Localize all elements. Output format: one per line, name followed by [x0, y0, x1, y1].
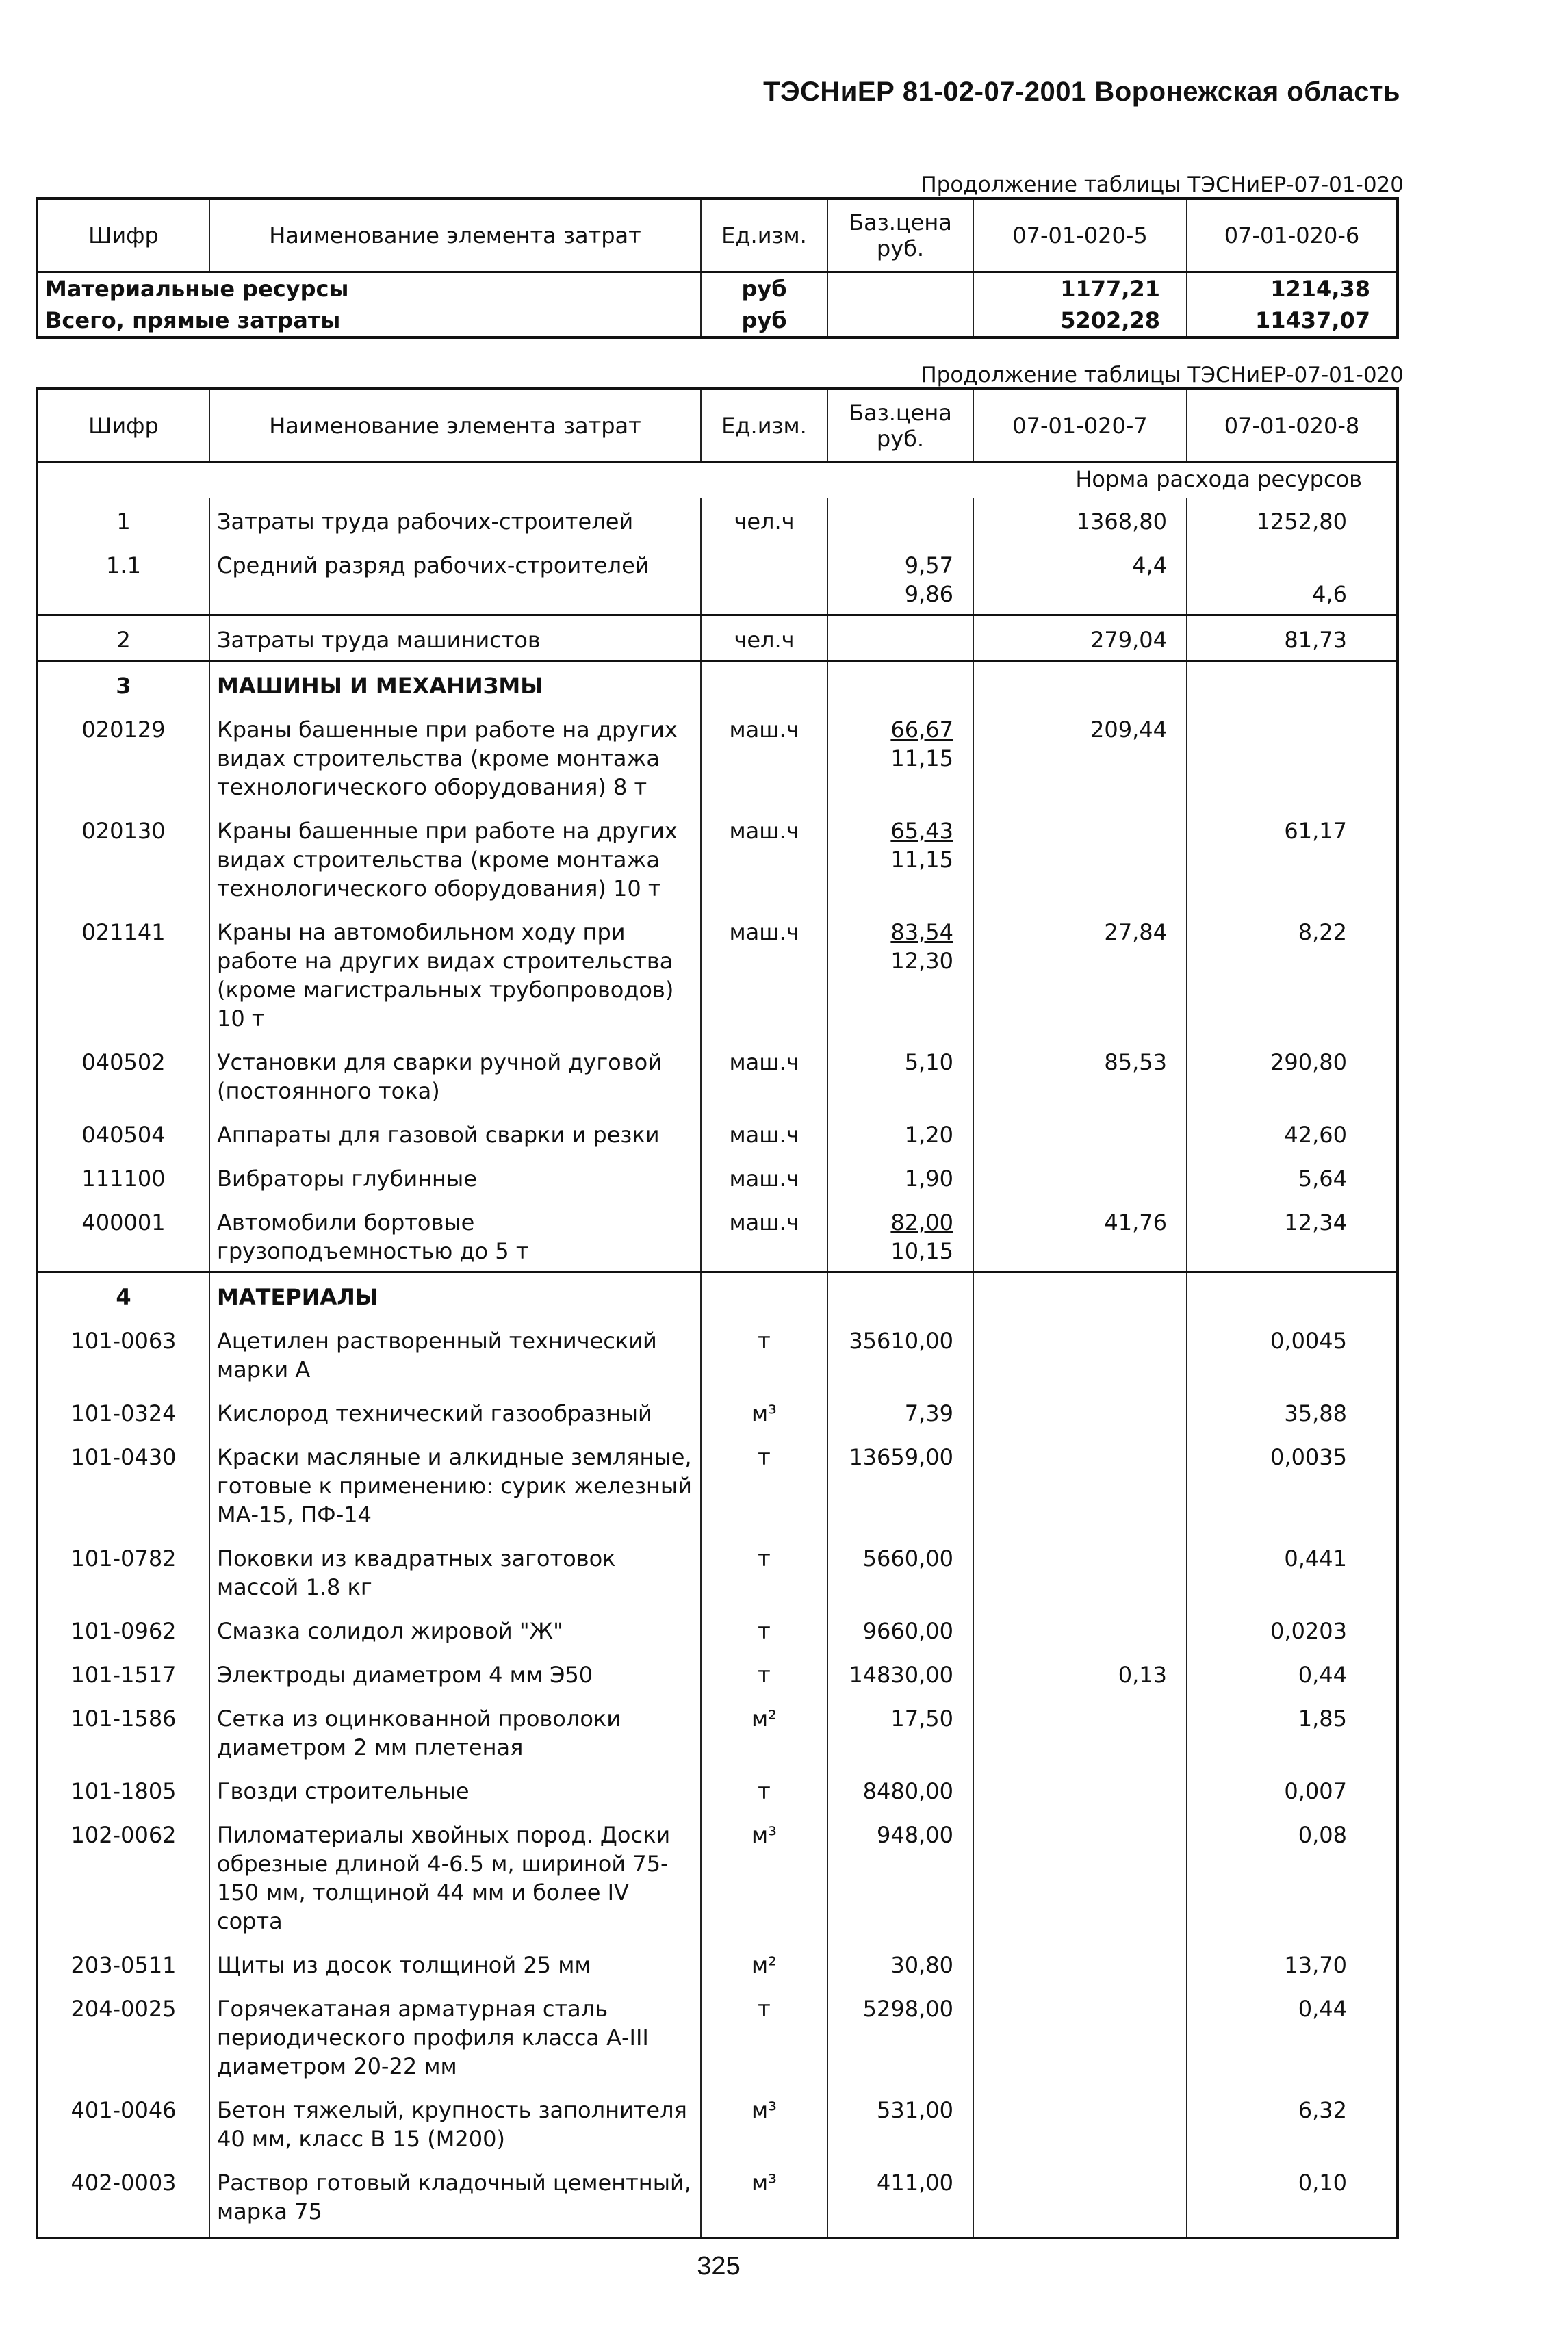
- col-header-07-01-020-5: 07-01-020-5: [973, 198, 1187, 272]
- table-row: [37, 1535, 1398, 1607]
- row-name: Поковки из квадратных заготовок массой 1.8 кг: [209, 1535, 701, 1607]
- row-price: [827, 2159, 973, 2238]
- row-value-8: 0,0045: [1187, 1317, 1398, 1389]
- price-value-secondary: 12,30: [890, 948, 953, 974]
- document-header: ТЭСНиЕР 81-02-07-2001 Воронежская область: [763, 77, 1400, 107]
- row-unit: м³: [701, 2086, 827, 2159]
- row-code: 101-1805: [37, 1767, 209, 1811]
- row-value-7: [973, 2159, 1187, 2238]
- row-value-7: 4,4: [973, 541, 1187, 615]
- row-value-7: [973, 1155, 1187, 1198]
- row-unit: м²: [701, 1941, 827, 1985]
- row-code: 040502: [37, 1038, 209, 1111]
- row-price: [827, 1607, 973, 1651]
- row-unit: м³: [701, 1389, 827, 1433]
- price-value-secondary: 9,86: [904, 581, 953, 607]
- col-header-07-01-020-6: 07-01-020-6: [1187, 198, 1398, 272]
- row-code: 402-0003: [37, 2159, 209, 2238]
- row-value-7: [973, 1111, 1187, 1155]
- row-name: Краны башенные при работе на других видах строительства (кроме монтажа технологического оборудования) 10 т: [209, 807, 701, 908]
- row-value-8: [1187, 1272, 1398, 1318]
- row-value-8: 12,34: [1187, 1198, 1398, 1272]
- row-unit: маш.ч: [701, 1038, 827, 1111]
- row-code: 101-1586: [37, 1695, 209, 1767]
- row-unit: м³: [701, 2159, 827, 2238]
- row-price: [827, 272, 973, 305]
- price-value: 9660,00: [862, 1618, 953, 1644]
- row-price: [827, 1651, 973, 1695]
- row-code: 1.1: [37, 541, 209, 615]
- price-value: 30,80: [890, 1952, 953, 1978]
- row-unit: т: [701, 1651, 827, 1695]
- row-code: 1: [37, 498, 209, 541]
- row-unit: маш.ч: [701, 807, 827, 908]
- row-value-8: 0,0035: [1187, 1433, 1398, 1535]
- row-price: [827, 541, 973, 615]
- table1-header-row: [37, 198, 1398, 272]
- row-value-8: 1252,80: [1187, 498, 1398, 541]
- row-code: 111100: [37, 1155, 209, 1198]
- row-price: [827, 1111, 973, 1155]
- row-price: [827, 908, 973, 1038]
- table-row: [37, 1038, 1398, 1111]
- row-value-8: 4,6: [1187, 541, 1398, 615]
- row-code: 4: [37, 1272, 209, 1318]
- row-unit: т: [701, 1985, 827, 2086]
- row-code: 3: [37, 661, 209, 706]
- row-value-8: 0,0203: [1187, 1607, 1398, 1651]
- row-value-8: 1,85: [1187, 1695, 1398, 1767]
- price-value: 5660,00: [862, 1545, 953, 1571]
- row-code: 101-0962: [37, 1607, 209, 1651]
- row-code: 204-0025: [37, 1985, 209, 2086]
- row-unit: чел.ч: [701, 615, 827, 661]
- price-value: 83,54: [890, 919, 953, 945]
- row-name: Раствор готовый кладочный цементный, марка 75: [209, 2159, 701, 2238]
- table-row: [37, 1651, 1398, 1695]
- row-unit: т: [701, 1767, 827, 1811]
- row-value-7: [973, 1433, 1187, 1535]
- col-header-name: Наименование элемента затрат: [209, 198, 701, 272]
- row-unit: маш.ч: [701, 1111, 827, 1155]
- row-unit: м²: [701, 1695, 827, 1767]
- row-name: Смазка солидол жировой "Ж": [209, 1607, 701, 1651]
- row-price: [827, 1985, 973, 2086]
- table2-caption: Продолжение таблицы ТЭСНиЕР-07-01-020: [921, 363, 1404, 387]
- row-price: [827, 1198, 973, 1272]
- col-header-name: Наименование элемента затрат: [209, 389, 701, 463]
- row-value-8: 8,22: [1187, 908, 1398, 1038]
- row-value-7: [973, 1695, 1187, 1767]
- table-row: [37, 498, 1398, 541]
- row-value-8: [1187, 661, 1398, 706]
- row-name: МАШИНЫ И МЕХАНИЗМЫ: [209, 661, 701, 706]
- row-code: 2: [37, 615, 209, 661]
- price-value: 8480,00: [862, 1778, 953, 1804]
- price-value: 948,00: [877, 1822, 953, 1848]
- price-value-secondary: 11,15: [890, 847, 953, 873]
- row-name: Установки для сварки ручной дуговой (постоянного тока): [209, 1038, 701, 1111]
- row-name: Краны башенные при работе на других видах строительства (кроме монтажа технологического оборудования) 8 т: [209, 706, 701, 807]
- row-code: 101-0324: [37, 1389, 209, 1433]
- price-value: 35610,00: [849, 1328, 953, 1354]
- table-row: [37, 1811, 1398, 1941]
- row-unit: руб: [701, 305, 827, 337]
- row-value-8: 0,007: [1187, 1767, 1398, 1811]
- table1-caption: Продолжение таблицы ТЭСНиЕР-07-01-020: [921, 172, 1404, 197]
- table-row: [37, 1767, 1398, 1811]
- price-value: 66,67: [890, 717, 953, 743]
- row-value-7: [973, 2086, 1187, 2159]
- page-number: 325: [697, 2252, 741, 2281]
- table-row: [37, 908, 1398, 1038]
- table2-body: [37, 498, 1398, 2238]
- table-row: [37, 1433, 1398, 1535]
- row-value-5: 5202,28: [973, 305, 1187, 337]
- price-value: 14830,00: [849, 1662, 953, 1688]
- row-unit: т: [701, 1535, 827, 1607]
- price-value: 1,20: [904, 1122, 953, 1148]
- row-unit: маш.ч: [701, 1155, 827, 1198]
- row-value-8: 5,64: [1187, 1155, 1398, 1198]
- row-code: 020129: [37, 706, 209, 807]
- col-header-code: Шифр: [37, 389, 209, 463]
- row-unit: [701, 661, 827, 706]
- row-code: 401-0046: [37, 2086, 209, 2159]
- row-value-6: 11437,07: [1187, 305, 1398, 337]
- row-price: [827, 706, 973, 807]
- row-unit: т: [701, 1433, 827, 1535]
- row-value-7: 1368,80: [973, 498, 1187, 541]
- norm-row: [37, 463, 1398, 498]
- row-name: Краски масляные и алкидные земляные, готовые к применению: сурик железный МА-15, ПФ-14: [209, 1433, 701, 1535]
- row-name: Краны на автомобильном ходу при работе на других видах строительства (кроме магистральных трубопроводов) 10 т: [209, 908, 701, 1038]
- table-row: [37, 807, 1398, 908]
- row-value-8: 0,44: [1187, 1651, 1398, 1695]
- row-price: [827, 1389, 973, 1433]
- row-code: 101-1517: [37, 1651, 209, 1695]
- row-value-6: 1214,38: [1187, 272, 1398, 305]
- price-value: 82,00: [890, 1209, 953, 1235]
- row-value-8: 0,10: [1187, 2159, 1398, 2238]
- table-row: [37, 305, 1398, 337]
- price-value: 7,39: [904, 1400, 953, 1426]
- table-row: [37, 1607, 1398, 1651]
- row-price: [827, 1811, 973, 1941]
- row-value-7: [973, 1317, 1187, 1389]
- row-unit: м³: [701, 1811, 827, 1941]
- row-code: 101-0782: [37, 1535, 209, 1607]
- row-value-7: [973, 1811, 1187, 1941]
- row-code: 020130: [37, 807, 209, 908]
- row-price: [827, 807, 973, 908]
- price-value: 65,43: [890, 818, 953, 844]
- row-value-7: [973, 1607, 1187, 1651]
- row-price: [827, 661, 973, 706]
- row-price: [827, 1272, 973, 1318]
- table-row: [37, 1941, 1398, 1985]
- price-value-secondary: 11,15: [890, 745, 953, 771]
- row-price: [827, 1535, 973, 1607]
- row-name: Бетон тяжелый, крупность заполнителя 40 мм, класс В 15 (М200): [209, 2086, 701, 2159]
- row-name: Электроды диаметром 4 мм Э50: [209, 1651, 701, 1695]
- col-header-price: Баз.цена руб.: [827, 389, 973, 463]
- row-code: 040504: [37, 1111, 209, 1155]
- row-name: Горячекатаная арматурная сталь периодического профиля класса А-III диаметром 20-22 мм: [209, 1985, 701, 2086]
- row-value-7: [973, 1535, 1187, 1607]
- row-price: [827, 498, 973, 541]
- table-row: [37, 1985, 1398, 2086]
- row-value-8: 35,88: [1187, 1389, 1398, 1433]
- row-value-8: 42,60: [1187, 1111, 1398, 1155]
- row-unit: чел.ч: [701, 498, 827, 541]
- table-row: [37, 706, 1398, 807]
- row-value-7: 27,84: [973, 908, 1187, 1038]
- row-name: Вибраторы глубинные: [209, 1155, 701, 1198]
- row-value-8: 13,70: [1187, 1941, 1398, 1985]
- price-value: 1,90: [904, 1166, 953, 1192]
- row-code: 101-0063: [37, 1317, 209, 1389]
- row-name: Аппараты для газовой сварки и резки: [209, 1111, 701, 1155]
- col-header-price: Баз.цена руб.: [827, 198, 973, 272]
- table-row: [37, 1198, 1398, 1272]
- norm-label: Норма расхода ресурсов: [1075, 466, 1362, 492]
- row-unit: маш.ч: [701, 908, 827, 1038]
- row-value-7: [973, 1767, 1187, 1811]
- row-unit: маш.ч: [701, 1198, 827, 1272]
- row-price: [827, 1317, 973, 1389]
- table-row: [37, 1317, 1398, 1389]
- row-name: Автомобили бортовые грузоподъемностью до 5 т: [209, 1198, 701, 1272]
- row-code: 102-0062: [37, 1811, 209, 1941]
- row-value-7: 0,13: [973, 1651, 1187, 1695]
- table-row: [37, 615, 1398, 661]
- row-value-7: 85,53: [973, 1038, 1187, 1111]
- row-value-7: 279,04: [973, 615, 1187, 661]
- table-row: [37, 1111, 1398, 1155]
- row-code: 021141: [37, 908, 209, 1038]
- row-unit: маш.ч: [701, 706, 827, 807]
- row-value-7: [973, 1985, 1187, 2086]
- col-header-unit: Ед.изм.: [701, 389, 827, 463]
- row-unit: руб: [701, 272, 827, 305]
- row-price: [827, 1038, 973, 1111]
- table-row: [37, 272, 1398, 305]
- row-code: 203-0511: [37, 1941, 209, 1985]
- table-row: [37, 1695, 1398, 1767]
- price-value: 531,00: [877, 2097, 953, 2123]
- row-price: [827, 2086, 973, 2159]
- row-value-5: 1177,21: [973, 272, 1187, 305]
- row-name: Кислород технический газообразный: [209, 1389, 701, 1433]
- row-name: Гвозди строительные: [209, 1767, 701, 1811]
- row-unit: т: [701, 1317, 827, 1389]
- row-name: Пиломатериалы хвойных пород. Доски обрезные длиной 4-6.5 м, шириной 75-150 мм, толщиной 44 мм и более IV сорта: [209, 1811, 701, 1941]
- row-value-8: 61,17: [1187, 807, 1398, 908]
- table-row: [37, 2086, 1398, 2159]
- row-value-7: [973, 807, 1187, 908]
- price-value-secondary: 10,15: [890, 1238, 953, 1264]
- row-price: [827, 305, 973, 337]
- row-name: Ацетилен растворенный технический марки А: [209, 1317, 701, 1389]
- row-value-8: 6,32: [1187, 2086, 1398, 2159]
- price-value: 411,00: [877, 2170, 953, 2196]
- table-row: [37, 1155, 1398, 1198]
- table-row: [37, 1389, 1398, 1433]
- row-name: Сетка из оцинкованной проволоки диаметром 2 мм плетеная: [209, 1695, 701, 1767]
- row-price: [827, 1155, 973, 1198]
- row-price: [827, 1941, 973, 1985]
- row-name: Средний разряд рабочих-строителей: [209, 541, 701, 615]
- row-name: Щиты из досок толщиной 25 мм: [209, 1941, 701, 1985]
- row-value-8: 290,80: [1187, 1038, 1398, 1111]
- row-name: Материальные ресурсы: [37, 272, 701, 305]
- row-name: Всего, прямые затраты: [37, 305, 701, 337]
- table-row: [37, 541, 1398, 615]
- row-price: [827, 1433, 973, 1535]
- row-unit: [701, 541, 827, 615]
- col-header-07-01-020-7: 07-01-020-7: [973, 389, 1187, 463]
- resources-table: [36, 387, 1399, 2239]
- price-value: 5,10: [904, 1049, 953, 1075]
- row-name: Затраты труда машинистов: [209, 615, 701, 661]
- price-value: 9,57: [904, 552, 953, 578]
- col-header-code: Шифр: [37, 198, 209, 272]
- price-value: 17,50: [890, 1706, 953, 1732]
- summary-table: [36, 197, 1399, 339]
- price-value: 13659,00: [849, 1444, 953, 1470]
- col-header-07-01-020-8: 07-01-020-8: [1187, 389, 1398, 463]
- row-price: [827, 615, 973, 661]
- price-value: 5298,00: [862, 1996, 953, 2022]
- table-row: [37, 2159, 1398, 2238]
- section-row: [37, 1272, 1398, 1318]
- row-value-7: [973, 661, 1187, 706]
- row-unit: т: [701, 1607, 827, 1651]
- row-name: МАТЕРИАЛЫ: [209, 1272, 701, 1318]
- row-unit: [701, 1272, 827, 1318]
- row-value-7: 209,44: [973, 706, 1187, 807]
- row-value-8: 0,441: [1187, 1535, 1398, 1607]
- row-value-8: [1187, 706, 1398, 807]
- row-value-7: [973, 1941, 1187, 1985]
- row-price: [827, 1767, 973, 1811]
- col-header-unit: Ед.изм.: [701, 198, 827, 272]
- row-price: [827, 1695, 973, 1767]
- table2-header-row: [37, 389, 1398, 463]
- row-code: 101-0430: [37, 1433, 209, 1535]
- row-code: 400001: [37, 1198, 209, 1272]
- row-value-7: [973, 1272, 1187, 1318]
- row-value-7: [973, 1389, 1187, 1433]
- row-value-8: 0,08: [1187, 1811, 1398, 1941]
- row-name: Затраты труда рабочих-строителей: [209, 498, 701, 541]
- row-value-7: 41,76: [973, 1198, 1187, 1272]
- row-value-8: 81,73: [1187, 615, 1398, 661]
- section-row: [37, 661, 1398, 706]
- row-value-8: 0,44: [1187, 1985, 1398, 2086]
